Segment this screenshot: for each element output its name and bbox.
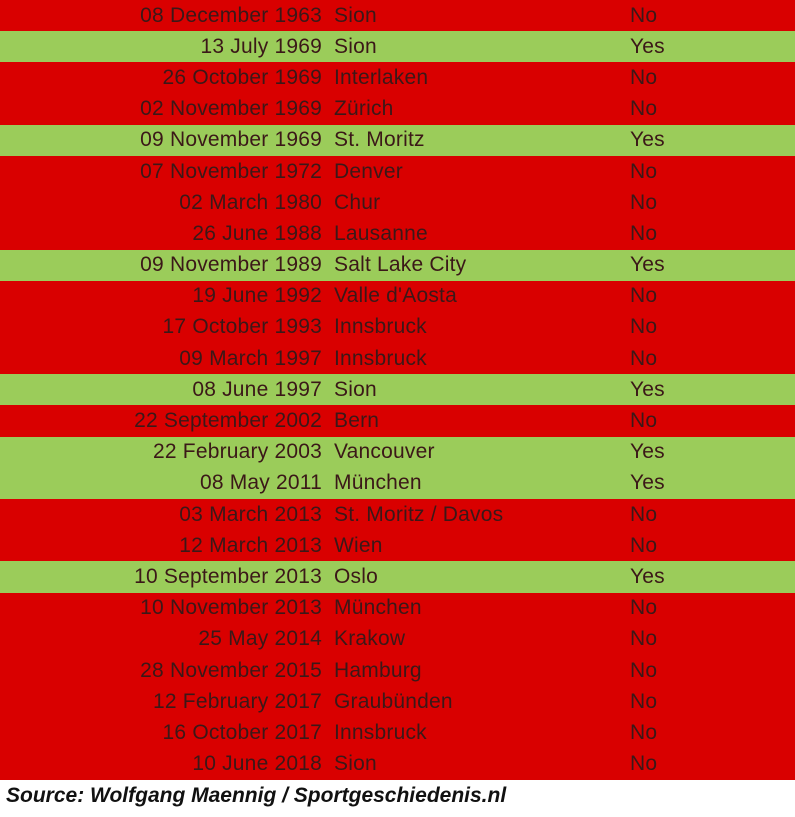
result-cell: Yes	[630, 253, 665, 277]
result-cell: No	[630, 533, 658, 557]
table-row	[0, 655, 795, 686]
date-cell: 08 December 1963	[140, 3, 322, 27]
result-cell: No	[630, 346, 658, 370]
place-cell: Lausanne	[334, 221, 428, 245]
result-cell: No	[630, 221, 658, 245]
date-cell: 09 March 1997	[179, 346, 322, 370]
result-cell: No	[630, 3, 658, 27]
result-cell: Yes	[630, 564, 665, 588]
table-row	[0, 561, 795, 592]
date-cell: 25 May 2014	[198, 627, 322, 651]
place-cell: Zürich	[334, 97, 394, 121]
table-row	[0, 125, 795, 156]
place-cell: Valle d'Aosta	[334, 284, 457, 308]
table-row	[0, 187, 795, 218]
place-cell: Salt Lake City	[334, 253, 467, 277]
date-cell: 09 November 1969	[140, 128, 322, 152]
date-cell: 16 October 2017	[162, 720, 322, 744]
result-cell: No	[630, 65, 658, 89]
table-row	[0, 749, 795, 780]
place-cell: Hamburg	[334, 658, 422, 682]
table-row	[0, 343, 795, 374]
result-cell: No	[630, 596, 658, 620]
result-cell: Yes	[630, 377, 665, 401]
result-cell: Yes	[630, 34, 665, 58]
result-cell: No	[630, 627, 658, 651]
place-cell: Wien	[334, 533, 383, 557]
place-cell: Interlaken	[334, 65, 429, 89]
date-cell: 02 March 1980	[179, 190, 322, 214]
result-cell: Yes	[630, 128, 665, 152]
place-cell: München	[334, 596, 422, 620]
table-row	[0, 312, 795, 343]
table-row	[0, 374, 795, 405]
source-caption: Source: Wolfgang Maennig / Sportgeschiedenis.nl	[6, 784, 507, 807]
result-cell: No	[630, 97, 658, 121]
place-cell: München	[334, 471, 422, 495]
place-cell: Vancouver	[334, 440, 435, 464]
table-row	[0, 218, 795, 249]
place-cell: St. Moritz	[334, 128, 425, 152]
place-cell: Graubünden	[334, 689, 453, 713]
date-cell: 26 June 1988	[192, 221, 322, 245]
table-row	[0, 593, 795, 624]
table-row	[0, 686, 795, 717]
place-cell: Innsbruck	[334, 315, 427, 339]
place-cell: Oslo	[334, 564, 378, 588]
result-cell: No	[630, 689, 658, 713]
result-cell: Yes	[630, 471, 665, 495]
table-row	[0, 62, 795, 93]
place-cell: Bern	[334, 409, 380, 433]
place-cell: Denver	[334, 159, 403, 183]
date-cell: 12 February 2017	[153, 689, 322, 713]
table-row	[0, 717, 795, 748]
date-cell: 19 June 1992	[192, 284, 322, 308]
date-cell: 12 March 2013	[179, 533, 322, 557]
date-cell: 22 September 2002	[134, 409, 322, 433]
date-cell: 08 May 2011	[199, 471, 322, 495]
place-cell: Sion	[334, 377, 377, 401]
table-row	[0, 468, 795, 499]
table-row	[0, 0, 795, 31]
date-cell: 08 June 1997	[192, 377, 322, 401]
date-cell: 13 July 1969	[200, 34, 322, 58]
table-row	[0, 281, 795, 312]
place-cell: Krakow	[334, 627, 406, 651]
date-cell: 10 September 2013	[134, 564, 322, 588]
date-cell: 02 November 1969	[140, 97, 322, 121]
place-cell: St. Moritz / Davos	[334, 502, 504, 526]
date-cell: 17 October 1993	[162, 315, 322, 339]
result-cell: No	[630, 720, 658, 744]
table-row	[0, 405, 795, 436]
date-cell: 10 November 2013	[140, 596, 322, 620]
result-cell: No	[630, 658, 658, 682]
place-cell: Sion	[334, 34, 377, 58]
table-row	[0, 250, 795, 281]
date-cell: 07 November 1972	[140, 159, 322, 183]
place-cell: Chur	[334, 190, 381, 214]
table-row	[0, 31, 795, 62]
result-cell: No	[630, 502, 658, 526]
date-cell: 26 October 1969	[162, 65, 322, 89]
date-cell: 22 February 2003	[153, 440, 322, 464]
result-cell: No	[630, 284, 658, 308]
table-row	[0, 156, 795, 187]
table-row	[0, 499, 795, 530]
result-cell: No	[630, 409, 658, 433]
result-cell: No	[630, 315, 658, 339]
result-cell: Yes	[630, 440, 665, 464]
result-cell: No	[630, 190, 658, 214]
place-cell: Innsbruck	[334, 346, 427, 370]
date-cell: 09 November 1989	[140, 253, 322, 277]
date-cell: 10 June 2018	[192, 752, 322, 776]
table-row	[0, 530, 795, 561]
place-cell: Innsbruck	[334, 720, 427, 744]
table-row	[0, 624, 795, 655]
place-cell: Sion	[334, 752, 377, 776]
result-cell: No	[630, 159, 658, 183]
result-cell: No	[630, 752, 658, 776]
date-cell: 03 March 2013	[179, 502, 322, 526]
table-row	[0, 94, 795, 125]
table-row	[0, 437, 795, 468]
date-cell: 28 November 2015	[140, 658, 322, 682]
place-cell: Sion	[334, 3, 377, 27]
